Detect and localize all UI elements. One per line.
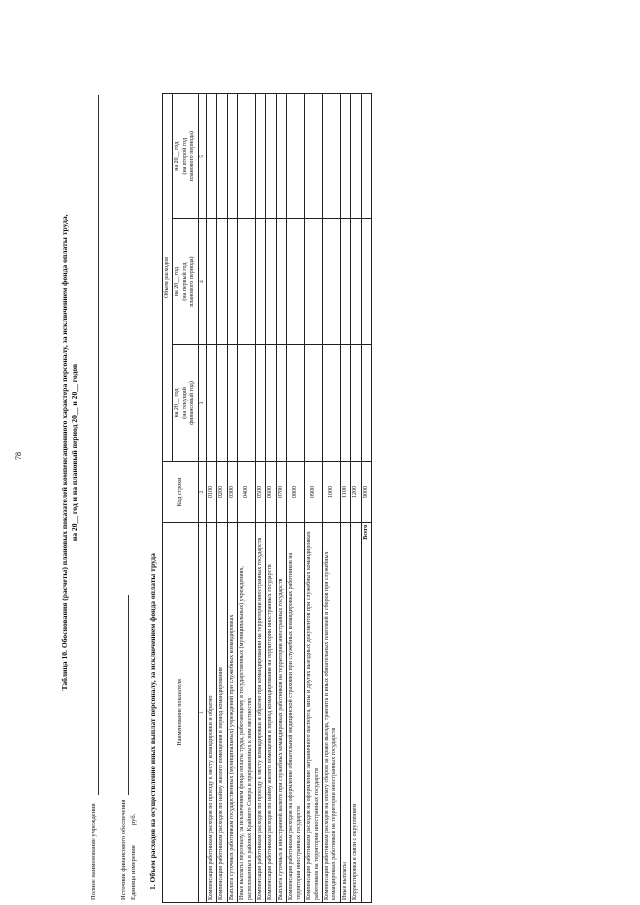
table-row: Компенсация работникам расходов на оформление обязательной медицинской страховки при служебных командировках работников на территории иностранных государств 0800 — [287, 94, 305, 903]
institution-field-line — [98, 95, 99, 795]
header-volume: Объем расходов — [163, 94, 173, 462]
header-name: Наименование показателя — [163, 522, 199, 902]
total-row: Всего 9000 — [361, 94, 371, 903]
title-line-1: Таблица 10. Обоснования (расчеты) плановых показателей компенсационного характера персоналу, за исключением фонда оплаты труда, — [60, 214, 69, 691]
document-title — [60, 30, 80, 875]
table-row: Компенсация работникам расходов по проезду к месту командировки и обратно при командировании на территории иностранных государств 0500 — [256, 94, 266, 903]
expenses-table — [162, 93, 372, 903]
col-number: 1 — [198, 522, 206, 902]
funding-source-label: Источник финансового обеспечения — [120, 799, 127, 900]
table-row: Компенсация работникам расходов на оплату сборов за право выезда, транзита и иных обязательных платежей и сборов при служебных командировках работников на территории иностранных государств 1000 — [322, 94, 340, 903]
table-row: Выплата суточных работникам государственных (муниципальных) учреждений при служебных командировках 0300 — [227, 94, 237, 903]
title-line-2: на 20__ год и на плановый период 20__ и 20__ годов — [70, 363, 79, 542]
section-title: 1. Объем расходов на осуществление иных выплат персоналу, за исключением фонда оплаты труда — [148, 553, 157, 890]
institution-label: Полное наименование учреждения — [90, 803, 97, 900]
col-number: 5 — [198, 94, 206, 219]
col-number: 3 — [198, 344, 206, 461]
header-col4: на 20__ год (на первый год планового периода) — [173, 219, 198, 344]
table-row: Компенсация работникам расходов по найму жилого помещения в период командирования 0200 — [217, 94, 227, 903]
header-col5: на 20__ год (на второй год планового периода) — [173, 94, 198, 219]
table-row: Выплата суточных в иностранной валюте при служебных командировках работников на территории иностранных государств 0700 — [276, 94, 286, 903]
header-col3: на 20__ год (на текущий финансовый год) — [173, 344, 198, 461]
table-row: Корректировка в связи с округлением 1200 — [351, 94, 361, 903]
table-row: Компенсация работникам расходов по найму жилого помещения в период командирования на территории иностранных государств 0600 — [266, 94, 276, 903]
table-row: Компенсация работникам расходов по проезду к месту командировки и обратно 0100 — [207, 94, 217, 903]
col-number: 4 — [198, 219, 206, 344]
col-number: 2 — [198, 462, 206, 523]
unit-value: руб. — [130, 813, 137, 825]
table-row: Иные выплаты 1100 — [340, 94, 350, 903]
page-number: 78 — [14, 452, 23, 460]
table-row: Иные выплаты персоналу, за исключением фонда оплаты труда, работающему в государственных (муниципальных) учреждениях, расположенных в районах Крайнего Севера и приравненных к ним местностях 0400 — [238, 94, 256, 903]
unit-label: Единица измерения — [130, 845, 137, 900]
table-row: Компенсация работникам расходов на оформление заграничного паспорта, визы и других выездных документов при служебных командировках работников на территории иностранных государств 0900 — [305, 94, 323, 903]
header-code: Код строки — [163, 462, 199, 523]
funding-source-field-line — [128, 595, 129, 795]
